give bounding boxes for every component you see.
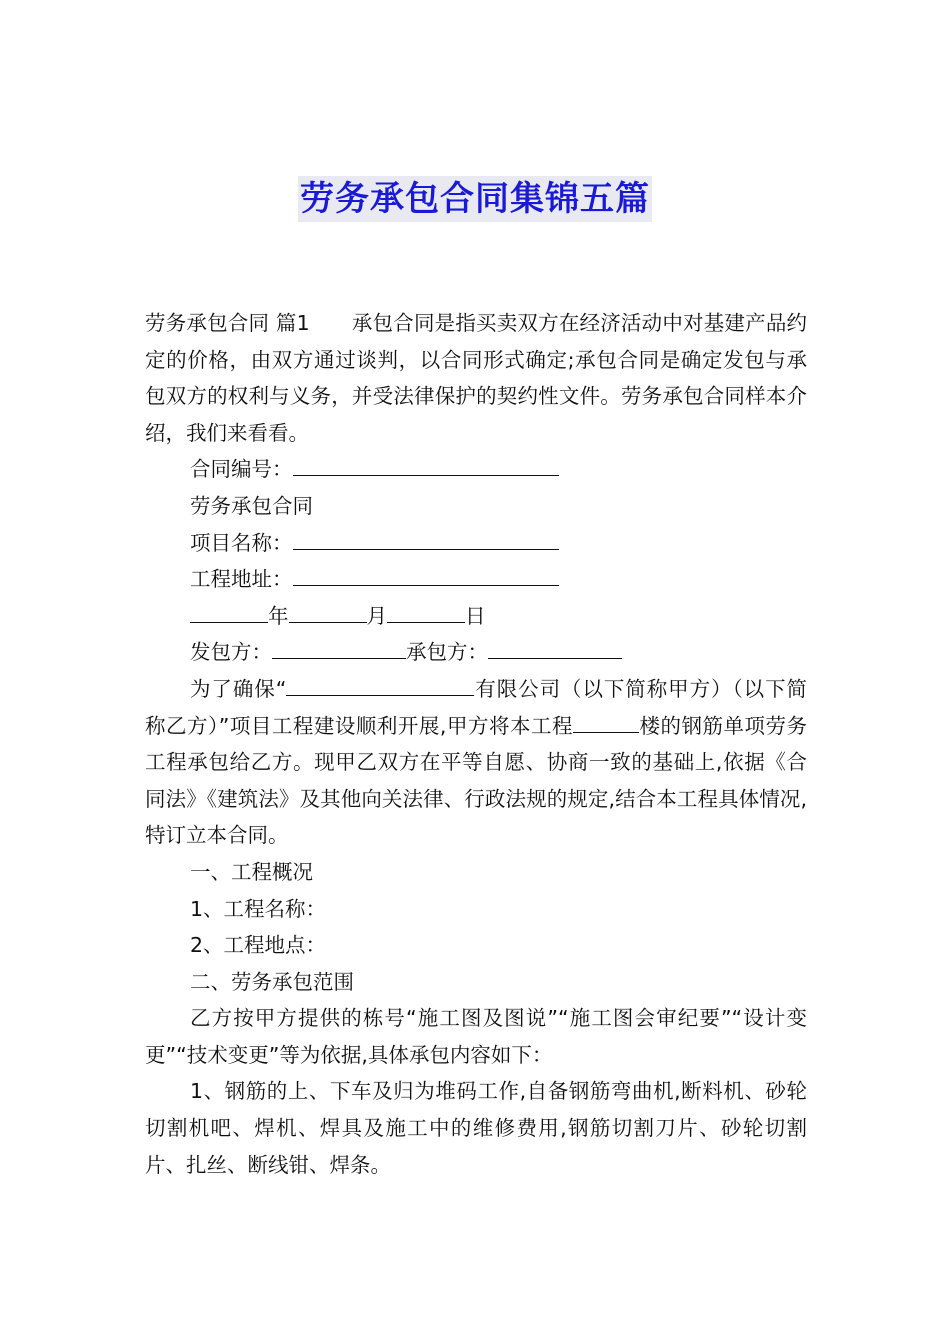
- building-blank: [573, 713, 639, 732]
- contract-number-blank: [293, 457, 559, 476]
- employer-label: 发包方：: [190, 640, 272, 665]
- section-1-heading: [145, 854, 807, 891]
- item-1-2: [145, 927, 807, 964]
- company-blank: [286, 677, 474, 696]
- parties-line: [145, 634, 807, 671]
- item-1-1-text: 1、工程名称：: [190, 896, 327, 921]
- intro-heading: 劳务承包合同 篇1: [145, 311, 310, 335]
- document-title: 劳务承包合同集锦五篇: [298, 176, 652, 222]
- item-1-1: [145, 891, 807, 928]
- purpose-text-b: 有限公司（以下简称甲方）: [474, 676, 733, 701]
- month-blank: [289, 603, 367, 622]
- project-name-label: 项目名称：: [190, 530, 293, 555]
- scope-item-1: [145, 1073, 807, 1183]
- project-address-line: [145, 561, 807, 598]
- project-address-blank: [293, 567, 559, 586]
- project-name-blank: [293, 530, 559, 549]
- contract-name-line: [145, 488, 807, 525]
- contract-number-label: 合同编号：: [190, 457, 293, 482]
- date-line: [145, 598, 807, 635]
- item-1-2-text: 2、工程地点：: [190, 933, 327, 958]
- year-label: 年: [268, 603, 289, 628]
- contractor-blank: [488, 640, 622, 659]
- intro-paragraph: [145, 305, 807, 451]
- scope-paragraph: [145, 1000, 807, 1073]
- section-2-title: 二、劳务承包范围: [190, 969, 354, 994]
- purpose-paragraph: [145, 671, 807, 854]
- contract-name: 劳务承包合同: [190, 493, 313, 518]
- contractor-label: 承包方：: [406, 640, 488, 665]
- section-2-heading: [145, 964, 807, 1001]
- day-blank: [387, 603, 465, 622]
- scope-item-1-text: 1、钢筋的上、下车及归为堆码工作,自备钢筋弯曲机,断料机、砂轮切割机吧、焊机、焊具及施工中的维修费用,钢筋切割刀片、砂轮切割片、扎丝、断线钳、焊条。: [145, 1079, 807, 1177]
- employer-blank: [272, 640, 406, 659]
- section-1-title: 一、工程概况: [190, 859, 313, 884]
- project-name-line: [145, 525, 807, 562]
- purpose-text-a: 为了确保“: [190, 676, 287, 701]
- scope-text: 乙方按甲方提供的栋号“施工图及图说”“施工图会审纪要”“设计变更”“技术变更”等为依据,具体承包内容如下：: [145, 1006, 807, 1067]
- document-body: [145, 305, 807, 1183]
- year-blank: [190, 603, 268, 622]
- day-label: 日: [465, 603, 486, 628]
- purpose-text-d: 楼的钢筋单项劳务工程承包给乙方。现甲乙双方在平等自愿、协商一致的基础上,依据《合同法》《建筑法》及其他向关法律、行政法规的规定,结合本工程具体情况,特订立本合同。: [145, 713, 807, 848]
- intro-text-rest: 产品约定的价格，由双方通过谈判，以合同形式确定;承包合同是确定发包与承包双方的权利与义务，并受法律保护的契约性文件。劳务承包合同样本介绍，我们来看看。: [145, 311, 808, 445]
- month-label: 月: [366, 603, 387, 628]
- purpose-text-c: （以下简称乙方）”项目工程建设顺利开展,甲方将本工程: [145, 676, 808, 738]
- title-container: [0, 176, 950, 222]
- contract-number-line: [145, 451, 807, 488]
- intro-text-first: 承包合同是指买卖双方在经济活动中对基建: [351, 311, 746, 335]
- project-address-label: 工程地址：: [190, 567, 293, 592]
